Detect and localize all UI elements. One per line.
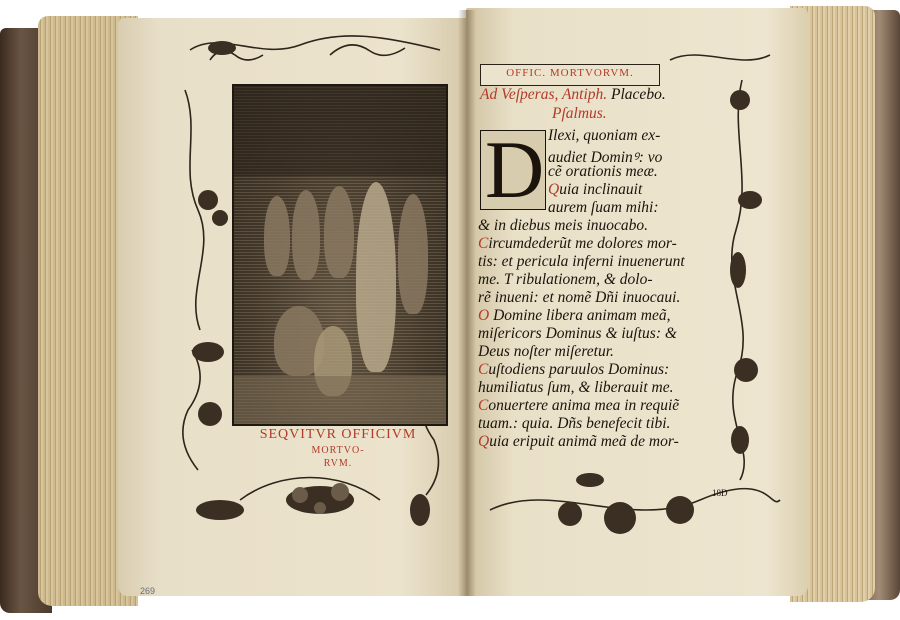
text-line: cẽ orationis meæ. (548, 163, 658, 180)
running-head-box (480, 64, 660, 86)
bird-ornament-right (576, 473, 604, 487)
text-line: me. T ribulationem, & dolo- (478, 271, 653, 288)
fox-ornament (196, 500, 244, 520)
text-line: audiet Dominꝰ: vo (548, 149, 663, 166)
folio-number: 18D (712, 488, 728, 498)
engraving-caption-line3: RVM. (323, 458, 353, 469)
heading-incipit: Placebo. (611, 86, 666, 103)
text-line: Cuſtodiens paruulos Dominus: (478, 361, 670, 378)
leaf-ornament (730, 252, 746, 288)
engraving-caption-line2: MORTVO- (311, 445, 365, 456)
engraving-illustration (232, 84, 448, 426)
text-line: aurem ſuam mihi: (548, 199, 659, 216)
engraving-caption-line1: SEQVITVR OFFICIVM (259, 427, 417, 442)
fruit-ornament (198, 190, 218, 210)
decorated-initial-letter: D (485, 124, 545, 215)
text-line: rẽ inueni: et nomẽ Dñi inuocaui. (478, 289, 681, 306)
text-line: humiliatus ſum, & liberauit me. (478, 379, 674, 396)
text-line: Deus noſter miſeretur. (478, 343, 614, 360)
text-line: Conuertere anima mea in requiẽ (478, 397, 680, 414)
text-line: tuam.: quia. Dñs benefecit tibi. (478, 415, 671, 432)
heron-ornament (410, 494, 430, 526)
flower-ornament (198, 402, 222, 426)
text-line: Quia eripuit animã meã de mor- (478, 433, 679, 450)
text-line: O Domine libera animam meã, (478, 307, 671, 324)
text-line: Circumdederũt me dolores mor- (478, 235, 677, 252)
pomegranate-ornament (604, 502, 636, 534)
text-line: miſericors Dominus & iuſtus: & (478, 325, 677, 342)
heading-line-1 (480, 86, 666, 104)
text-line: tis: et pericula inferni inuenerunt (478, 253, 685, 270)
butterfly-ornament (738, 191, 762, 209)
text-line: & in diebus meis inuocabo. (478, 217, 649, 234)
bird-ornament (208, 41, 236, 55)
heading-line-2: Pſalmus. (552, 105, 607, 122)
pencil-note: 269 (140, 586, 156, 596)
snail-ornament (192, 342, 224, 362)
running-head: OFFIC. MORTVORVM. (506, 67, 634, 79)
heading-rubric: Ad Veſperas, Antiph. (480, 86, 608, 103)
text-line: Quia inclinauit (548, 181, 643, 198)
flower-ornament-right (730, 90, 750, 110)
text-line: Ilexi, quoniam ex- (548, 127, 661, 144)
decorated-initial (480, 124, 546, 215)
